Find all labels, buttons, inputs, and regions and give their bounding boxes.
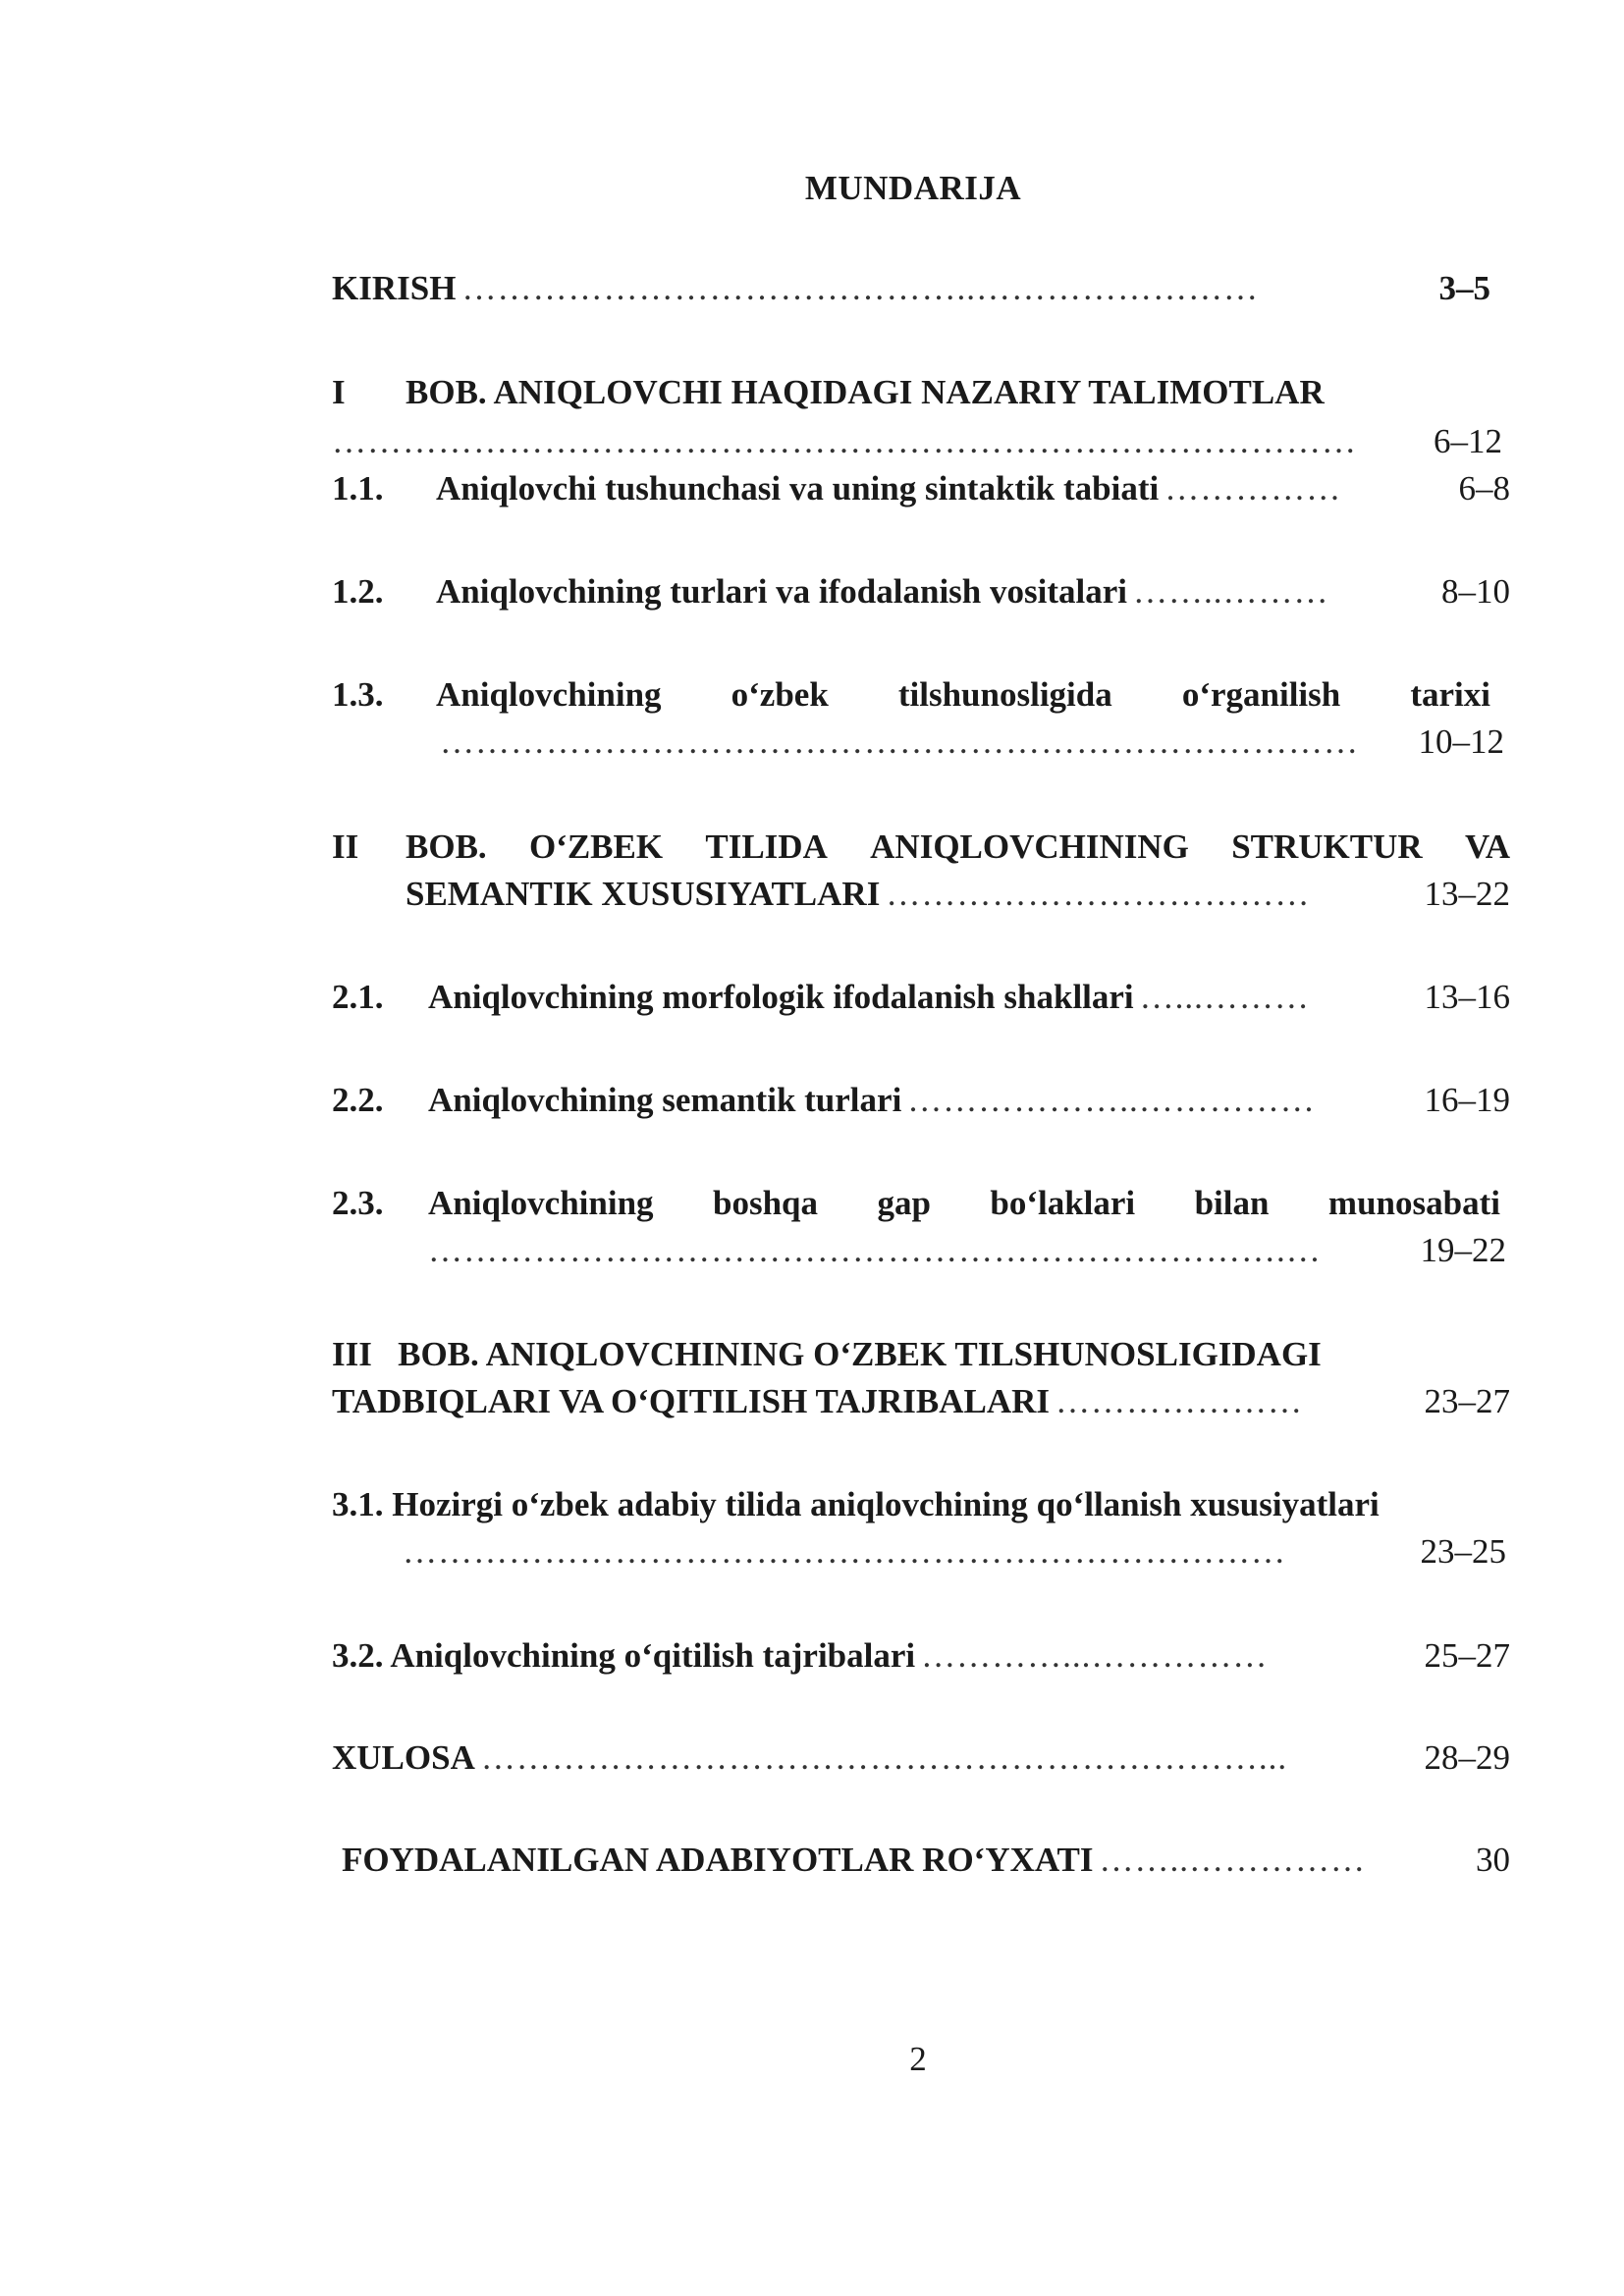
title-word: ANIQLOVCHINING <box>870 828 1189 866</box>
toc-chapter-2-line2[interactable] <box>406 873 1510 916</box>
leader-dots: ……………………………………………………………….… <box>428 1231 1322 1269</box>
title-word: TILIDA <box>705 828 828 866</box>
toc-entry-xulosa[interactable] <box>332 1736 1510 1780</box>
chapter-title: III BOB. ANIQLOVCHINING O‘ZBEK TILSHUNOSLIGIDAGI <box>332 1335 1322 1373</box>
leader-dots: ……………………………………..…………………… <box>461 269 1259 307</box>
leader-dots: ……..…………… <box>1099 1841 1367 1879</box>
toc-chapter-1-title[interactable] <box>332 371 1490 414</box>
section-title: 3.2. Aniqlovchining o‘qitilish tajribalari <box>332 1636 916 1675</box>
title-word: O‘ZBEK <box>528 828 664 866</box>
page-range: 30 <box>1476 1841 1510 1879</box>
toc-chapter-3-title[interactable] <box>332 1333 1510 1376</box>
title-word: tarixi <box>1410 675 1490 714</box>
toc-entry-kirish[interactable] <box>332 267 1490 310</box>
page-range: 28–29 <box>1424 1738 1510 1777</box>
leader-dots: …………...…………… <box>921 1636 1269 1675</box>
section-number: 1.2. <box>332 572 384 611</box>
section-number: 1.1. <box>332 469 384 507</box>
leader-dots: ……..……… <box>1133 572 1329 611</box>
leader-dots: …………………………………………………………………………… <box>332 422 1357 460</box>
toc-label: XULOSA <box>332 1738 475 1777</box>
toc-chapter-1-pages <box>332 420 1502 463</box>
section-title: Aniqlovchining turlari va ifodalanish vositalari <box>436 572 1127 611</box>
leader-dots: …………… <box>1164 469 1342 507</box>
section-number: 1.3. <box>332 675 384 714</box>
section-number: 2.2. <box>332 1081 384 1119</box>
toc-label: FOYDALANILGAN ADABIYOTLAR RO‘YXATI <box>342 1841 1094 1879</box>
section-title: Aniqlovchining semantik turlari <box>428 1081 902 1119</box>
section-number: 2.3. <box>332 1184 384 1222</box>
title-word: Aniqlovchining <box>436 675 662 714</box>
toc-entry-3-2[interactable] <box>332 1634 1510 1678</box>
section-title <box>428 1182 1500 1225</box>
leader-dots: ………………..…………… <box>907 1081 1316 1119</box>
title-word: o‘zbek <box>731 675 829 714</box>
section-title: Aniqlovchining morfologik ifodalanish shakllari <box>428 978 1134 1016</box>
toc-entry-1-3-pages <box>440 721 1504 764</box>
page-range: 10–12 <box>1418 722 1504 761</box>
title-word: BOB. <box>406 828 487 866</box>
title-word: VA <box>1464 828 1510 866</box>
chapter-number: II <box>332 828 359 866</box>
page-range: 25–27 <box>1424 1636 1510 1675</box>
page-range: 6–12 <box>1434 422 1502 460</box>
page-range: 23–25 <box>1420 1532 1506 1571</box>
toc-entry-1-3[interactable] <box>332 673 1490 717</box>
title-word: bo‘laklari <box>990 1184 1136 1222</box>
chapter-title-continued: TADBIQLARI VA O‘QITILISH TAJRIBALARI <box>332 1382 1051 1420</box>
toc-entry-1-2[interactable] <box>332 570 1510 614</box>
leader-dots: …………………………………………………………... <box>480 1738 1288 1777</box>
chapter-title: BOB. ANIQLOVCHI HAQIDAGI NAZARIY TALIMOTLAR <box>406 373 1325 411</box>
section-title: Aniqlovchi tushunchasi va uning sintaktik tabiati <box>436 469 1160 507</box>
title-word: boshqa <box>712 1184 819 1222</box>
toc-entry-3-1[interactable] <box>332 1483 1510 1526</box>
toc-entry-2-2[interactable] <box>332 1079 1510 1122</box>
page-number: 2 <box>909 2040 927 2078</box>
page-range: 13–22 <box>1424 875 1510 913</box>
title-word: munosabati <box>1327 1184 1500 1222</box>
toc-entry-1-1[interactable] <box>332 467 1510 510</box>
section-title <box>436 673 1490 717</box>
toc-entry-2-1[interactable] <box>332 976 1510 1019</box>
chapter-title <box>406 826 1510 869</box>
toc-chapter-2-title[interactable] <box>332 826 1510 869</box>
toc-entry-2-3-pages <box>428 1229 1506 1272</box>
chapter-title-continued: SEMANTIK XUSUSIYATLARI <box>406 875 881 913</box>
leader-dots: …...……… <box>1139 978 1310 1016</box>
title-word: bilan <box>1194 1184 1270 1222</box>
title-word: gap <box>877 1184 931 1222</box>
leader-dots: …………………………………………………………………… <box>440 722 1359 761</box>
title-word: Aniqlovchining <box>428 1184 654 1222</box>
section-title: 3.1. Hozirgi o‘zbek adabiy tilida aniqlovchining qo‘llanish xususiyatlari <box>332 1485 1380 1523</box>
title-word: STRUKTUR <box>1231 828 1423 866</box>
leader-dots: ………………… <box>1056 1382 1304 1420</box>
section-number: 2.1. <box>332 978 384 1016</box>
page-range: 8–10 <box>1441 572 1510 611</box>
toc-entry-bibliography[interactable] <box>342 1839 1510 1882</box>
page-range: 23–27 <box>1424 1382 1510 1420</box>
leader-dots: ………………………………………………………………… <box>403 1532 1286 1571</box>
page-range: 3–5 <box>1438 269 1490 307</box>
toc-heading: MUNDARIJA <box>804 169 1022 207</box>
toc-chapter-3-line2[interactable] <box>332 1380 1510 1423</box>
title-word: o‘rganilish <box>1181 675 1341 714</box>
leader-dots: ……………………………… <box>886 875 1311 913</box>
page-range: 6–8 <box>1458 469 1510 507</box>
chapter-number: I <box>332 373 346 411</box>
page-range: 19–22 <box>1420 1231 1506 1269</box>
title-word: tilshunosligida <box>897 675 1112 714</box>
page-range: 16–19 <box>1424 1081 1510 1119</box>
toc-entry-3-1-pages <box>403 1530 1506 1574</box>
page-range: 13–16 <box>1424 978 1510 1016</box>
toc-entry-2-3[interactable] <box>332 1182 1500 1225</box>
toc-label: KIRISH <box>332 269 457 307</box>
